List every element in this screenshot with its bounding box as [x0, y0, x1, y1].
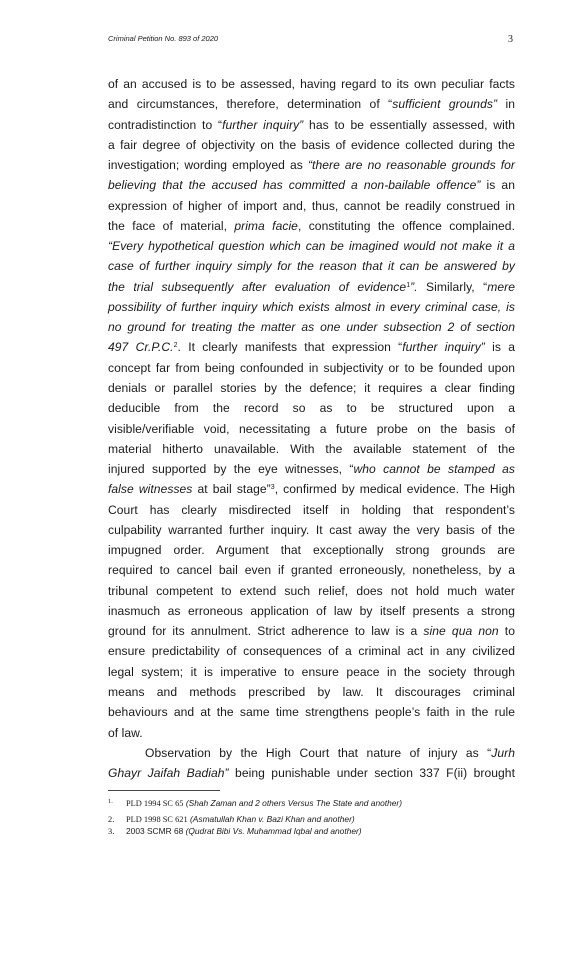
body-line [108, 723, 515, 743]
body-line [108, 601, 515, 621]
text-run: in [497, 97, 515, 112]
body-line [108, 479, 515, 499]
italic-text: possibility of further inquiry which exists almost in every criminal case, is [108, 299, 515, 314]
italic-text: ”. [410, 279, 418, 294]
text-run: denials or parallel stories by the defence; it requires a clear finding [108, 380, 515, 395]
italic-text: false witnesses [108, 482, 193, 497]
body-line [108, 621, 515, 641]
body-line [108, 560, 515, 580]
footnote-1 [108, 796, 528, 808]
body-line [108, 216, 515, 236]
text-run: , constituting the offence complained. [297, 218, 515, 233]
text-run: deducible from the record so as to be structured upon a [108, 401, 515, 416]
text-run: Court has clearly misdirected itself in holding that respondent’s [108, 502, 515, 517]
italic-text: Jurh [491, 745, 515, 760]
body-line [108, 459, 515, 479]
italic-text: “Every hypothetical question which can be imagined would not make it a [108, 239, 515, 254]
italic-text: Ghayr Jaifah Badiah” [108, 766, 229, 781]
body-line [108, 702, 515, 722]
footnote-reference: 3 [270, 484, 275, 492]
body-line [108, 358, 515, 378]
text-run: expression of higher of import and, thus, cannot be readily construed in [108, 198, 515, 213]
body-line [108, 115, 515, 135]
body-line [108, 277, 515, 297]
text-run: ensure predictability of consequences of a criminal act in any civilized [108, 644, 515, 659]
text-run: of an accused is to be assessed, having regard to its own peculiar facts [108, 77, 515, 91]
italic-text: prima facie [234, 218, 298, 233]
italic-text: no ground for treating the matter as one under subsection 2 of section [108, 320, 515, 335]
text-run: is an [480, 178, 515, 193]
body-line [108, 500, 515, 520]
footnote-citation: PLD 1994 SC 65 [126, 799, 184, 808]
footnote-parties: (Asmatullah Khan v. Bazi Khan and another) [190, 814, 355, 824]
text-run: contradistinction to “ [108, 117, 223, 132]
body-line [108, 581, 515, 601]
footnote-separator [108, 790, 220, 791]
italic-text: the trial subsequently after evaluation of evidence [108, 279, 407, 294]
body-line [108, 378, 515, 398]
body-line [108, 256, 515, 276]
body-line [108, 662, 515, 682]
text-run: tribunal competent to extend such relief, does not hold much water [108, 583, 515, 598]
italic-text: case of further inquiry simply for the reason that it can be answered by [108, 259, 515, 274]
text-run: being punishable under section 337 F(ii) brought [228, 766, 515, 781]
body-line [108, 682, 515, 702]
body-line [108, 196, 515, 216]
body-line [108, 74, 515, 94]
text-run: investigation; wording employed as [108, 158, 308, 173]
text-run: Similarly, “ [417, 279, 488, 294]
footnote-reference: 1 [406, 281, 411, 289]
text-run: has to be essentially assessed, with [303, 117, 516, 132]
judgment-body-text [108, 74, 515, 783]
body-line [108, 297, 515, 317]
text-run: culpability warranted further inquiry. It cast away the very basis of the [108, 522, 515, 537]
text-run: means and methods prescribed by law. It discourages criminal [108, 684, 515, 699]
body-line [108, 641, 515, 661]
italic-text: sine qua non [423, 624, 499, 639]
text-run: concept far from being confounded in subjectivity or to be founded upon [108, 360, 515, 375]
italic-text: “there are no reasonable grounds for [307, 158, 515, 173]
text-run: impugned order. Argument that exceptionally strong grounds are [108, 543, 515, 558]
italic-text: who cannot be stamped as [353, 462, 515, 477]
body-line [108, 175, 515, 195]
text-run: injured supported by the eye witnesses, “ [108, 462, 354, 477]
text-run: visible/verifiable void, necessitating a future probe on the basis of [108, 421, 515, 436]
body-line [108, 236, 515, 256]
footnotes [108, 796, 528, 837]
text-run: , confirmed by medical evidence. The High [274, 482, 515, 497]
page-number: 3 [508, 34, 513, 45]
body-line [108, 317, 515, 337]
italic-text: further inquiry” [402, 340, 485, 355]
italic-text: mere [487, 279, 515, 294]
case-title-header: Criminal Petition No. 893 of 2020 [108, 34, 219, 43]
text-run: behaviours and at the same time strengthens people’s faith in the rule [108, 705, 515, 720]
body-line [108, 94, 515, 114]
footnote-citation: PLD 1998 SC 621 [126, 815, 188, 824]
text-run: . It clearly manifests that expression “ [177, 340, 403, 355]
text-run: Observation by the High Court that nature of injury as “ [145, 745, 492, 760]
footnote-parties: (Shah Zaman and 2 others Versus The State and another) [185, 798, 402, 808]
footnote-3 [108, 825, 528, 837]
text-run: is a [484, 340, 516, 355]
text-run: inasmuch as erroneous application of law by itself presents a strong [108, 603, 515, 618]
body-line [108, 398, 515, 418]
body-line [108, 763, 515, 783]
body-line [108, 540, 515, 560]
text-run: legal system; it is imperative to ensure peace in the society through [108, 664, 515, 679]
text-run: of law. [108, 725, 143, 740]
footnote-number: 2. [108, 815, 115, 824]
body-line [108, 155, 515, 175]
text-run: the face of material, [108, 218, 235, 233]
footnote-reference: 2 [173, 342, 178, 350]
footnote-2 [108, 813, 528, 825]
body-line [108, 419, 515, 439]
footnote-parties: (Qudrat Bibi Vs. Muhammad Iqbal and another) [185, 826, 362, 836]
text-run: a fair degree of objectivity on the basis of evidence collected during the [108, 137, 515, 152]
text-run: to [498, 624, 515, 639]
italic-text: further inquiry” [222, 117, 304, 132]
italic-text: sufficient grounds” [392, 97, 498, 112]
text-run: material hitherto unavailable. With the available statement of the [108, 441, 515, 456]
footnote-citation: 2003 SCMR 68 [126, 826, 184, 836]
body-line [108, 337, 515, 357]
italic-text: 497 Cr.P.C. [108, 340, 174, 355]
body-line [108, 439, 515, 459]
text-run: and circumstances, therefore, determination of “ [108, 97, 393, 112]
body-line [108, 520, 515, 540]
text-run: required to cancel bail even if granted erroneously, nonetheless, by a [108, 563, 515, 578]
body-line [108, 135, 515, 155]
text-run: at bail stage” [192, 482, 271, 497]
text-run: ground for its annulment. Strict adherence to law is a [108, 624, 424, 639]
footnote-number: 3. [108, 827, 115, 836]
footnote-number: 1. [108, 798, 113, 805]
body-line [108, 743, 515, 763]
italic-text: believing that the accused has committed a non-bailable offence” [108, 178, 481, 193]
